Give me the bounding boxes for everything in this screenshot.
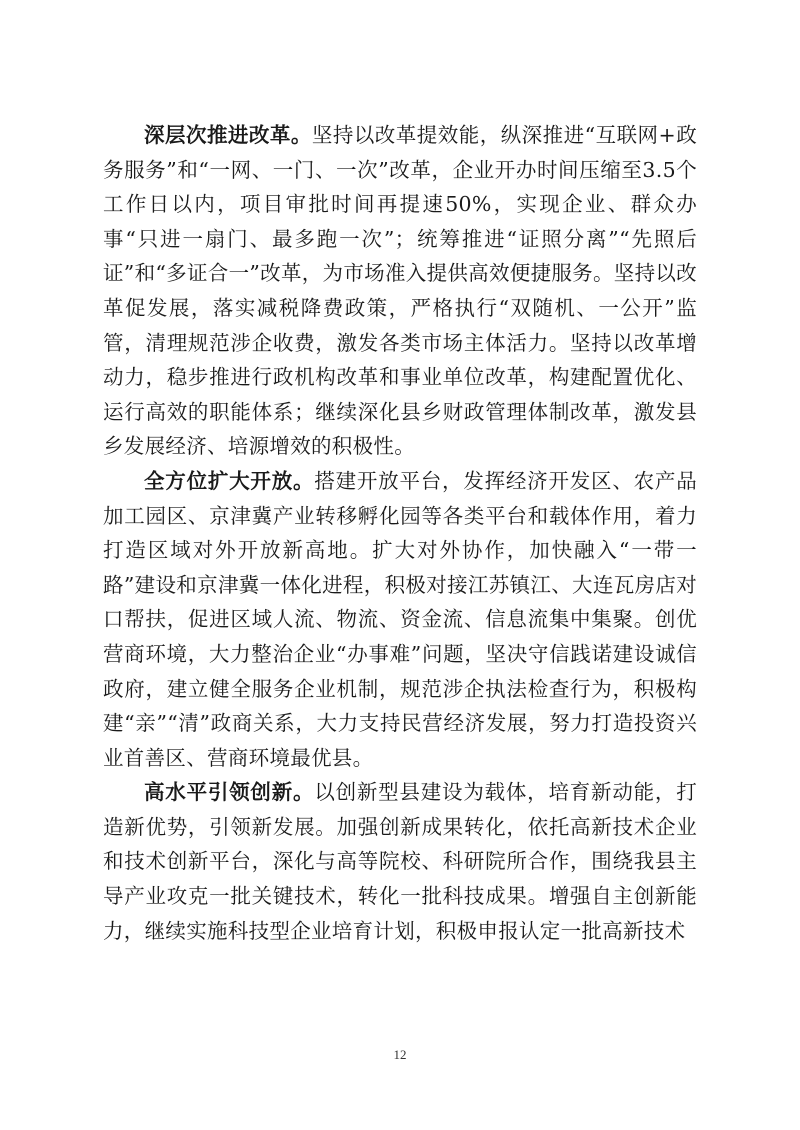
paragraph-deepen-reform <box>103 118 697 464</box>
paragraph-lead-innovation <box>103 775 697 948</box>
paragraph-heading: 高水平引领创新。 <box>144 780 315 805</box>
paragraph-heading: 深层次推进改革。 <box>144 123 312 147</box>
paragraph-heading: 全方位扩大开放。 <box>144 468 315 493</box>
paragraph-text: 坚持以改革提效能，纵深推进“互联网+政务服务”和“一网、一门、一次”改革，企业开办时间压缩至3.5个工作日以内，项目审批时间再提速50%，实现企业、群众办事“只进一扇门、最多跑一次”；统筹推进“证照分离”“先照后证”和“多证合一”改革，为市场准入提供高效便捷服务。坚持以改革促发展，落实减税降费政策，严格执行“双随机、一公开”监管，清理规范涉企收费，激发各类市场主体活力。坚持以改革增动力，稳步推进行政机构改革和事业单位改革，构建配置优化、运行高效的职能体系；继续深化县乡财政管理体制改革，激发县乡发展经济、培源增效的积极性。 <box>103 123 697 459</box>
document-body <box>103 118 697 948</box>
paragraph-expand-opening <box>103 464 697 775</box>
page-number: 12 <box>393 1047 407 1062</box>
paragraph-text: 以创新型县建设为载体，培育新动能，打造新优势，引领新发展。加强创新成果转化，依托高新技术企业和技术创新平台，深化与高等院校、科研院所合作，围绕我县主导产业攻克一批关键技术，转化一批科技成果。增强自主创新能力，继续实施科技型企业培育计划，积极申报认定一批高新技术 <box>103 780 697 943</box>
paragraph-text: 搭建开放平台，发挥经济开发区、农产品加工园区、京津冀产业转移孵化园等各类平台和载体作用，着力打造区域对外开放新高地。扩大对外协作，加快融入“一带一路”建设和京津冀一体化进程，积极对接江苏镇江、大连瓦房店对口帮扶，促进区域人流、物流、资金流、信息流集中集聚。创优营商环境，大力整治企业“办事难”问题，坚决守信践诺建设诚信政府，建立健全服务企业机制，规范涉企执法检查行为，积极构建“亲”“清”政商关系，大力支持民营经济发展，努力打造投资兴业首善区、营商环境最优县。 <box>103 468 697 770</box>
